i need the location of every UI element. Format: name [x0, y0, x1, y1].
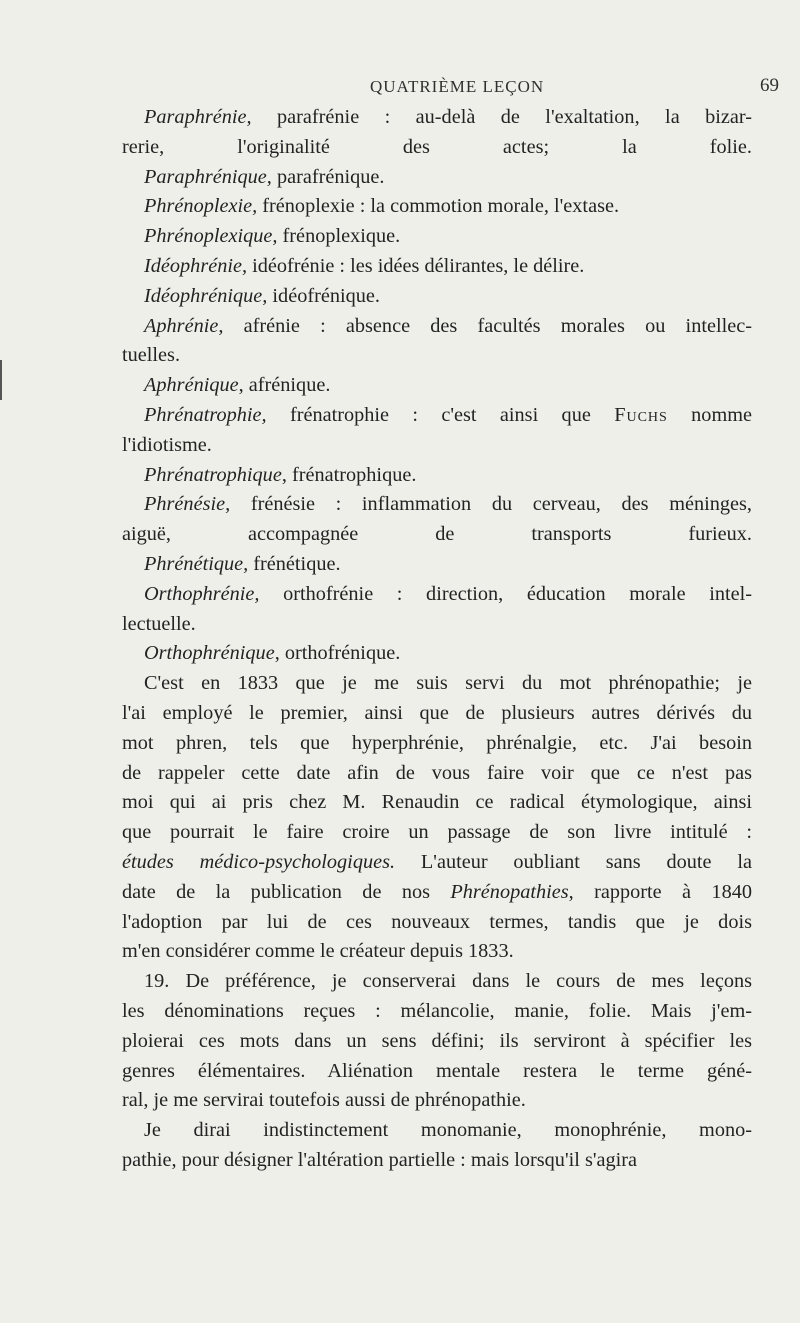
text-line [122, 341, 752, 371]
line-text: moi qui ai pris chez M. Renaudin ce radical étymologique, ainsi [122, 791, 752, 814]
book-title: études médico-psychologiques. [122, 850, 396, 873]
text-line [122, 550, 752, 580]
entry-term: Idéophrénie, [144, 254, 248, 277]
line-text: de rappeler cette date afin de vous faire voir que ce n'est pas [122, 761, 752, 784]
line-text: pathie, pour désigner l'altération partielle : mais lorsqu'il s'agira [122, 1148, 638, 1171]
running-title: QUATRIÈME LEÇON [370, 77, 545, 96]
text-line [122, 192, 752, 222]
text-line [122, 848, 752, 878]
text-line [122, 639, 752, 669]
text-line [122, 967, 752, 997]
line-text: ploierai ces mots dans un sens défini; ils serviront à spécifier les [122, 1029, 752, 1052]
line-text: l'adoption par lui de ces nouveaux termes, tandis que je dois [122, 910, 752, 933]
entry-term: Orthophrénie, [144, 582, 260, 605]
text-line [122, 997, 752, 1027]
text-line [122, 1146, 752, 1176]
text-line [122, 133, 752, 163]
entry-definition: , orthofrénique. [274, 642, 401, 665]
line-text: lectuelle. [122, 612, 196, 635]
text-line [122, 163, 752, 193]
entry-term: Aphrénique [144, 374, 239, 397]
entry-definition: frénoplexie : la commotion morale, l'extase. [257, 195, 620, 218]
entry-definition: idéofrénique. [267, 284, 380, 307]
line-text: l'idiotisme. [122, 433, 212, 456]
text-line [122, 490, 752, 520]
entry-term: Aphrénie, [144, 314, 224, 337]
text-line [122, 610, 752, 640]
line-text: aiguë, accompagnée de transports furieux. [122, 523, 752, 546]
text-line [122, 1027, 752, 1057]
text-line [122, 878, 752, 908]
entry-term: Phrénoplexie, [144, 195, 258, 218]
text-line [122, 1086, 752, 1116]
paragraph-start: 19. De préférence, je conserverai dans le cours de mes leçons [144, 970, 752, 993]
text-line [122, 520, 752, 550]
paragraph-start: C'est en 1833 que je me suis servi du mot phrénopathie; je [144, 672, 752, 695]
line-text: mot phren, tels que hyperphrénie, phrénalgie, etc. J'ai besoin [122, 731, 752, 754]
entry-definition: parafrénie : au-delà de l'exaltation, la bizar- [251, 106, 752, 128]
entry-definition: nomme [667, 403, 752, 426]
text-line [122, 669, 752, 699]
text-line [122, 729, 752, 759]
line-text: tuelles. [122, 344, 181, 367]
text-line [122, 103, 752, 133]
entry-definition: , frénatrophique. [281, 463, 417, 486]
line-text: que pourrait le faire croire un passage de son livre intitulé : [122, 821, 752, 844]
text-line [122, 580, 752, 610]
entry-term: Orthophrénique [144, 642, 275, 665]
text-line [122, 282, 752, 312]
entry-term: Idéophrénique, [144, 284, 268, 307]
line-text: les dénominations reçues : mélancolie, manie, folie. Mais j'em- [122, 999, 752, 1022]
entry-term: Paraphrénique, [144, 165, 272, 188]
text-line [122, 222, 752, 252]
entry-definition: frénatrophie : c'est ainsi que [266, 403, 615, 426]
entry-definition: parafrénique. [271, 165, 385, 188]
text-line [122, 252, 752, 282]
entry-definition: frénoplexique. [277, 225, 401, 248]
paragraph-start: Je dirai indistinctement monomanie, monophrénie, mono- [144, 1119, 752, 1142]
text-line [122, 461, 752, 491]
line-text: m'en considérer comme le créateur depuis 1833. [122, 940, 514, 963]
line-text: L'auteur oubliant sans doute la [395, 850, 752, 873]
text-line [122, 401, 752, 431]
entry-definition: frénésie : inflammation du cerveau, des méninges, [230, 493, 752, 516]
entry-term: Phrénatrophique [144, 463, 282, 486]
line-text: date de la publication de nos [122, 880, 451, 903]
entry-term: Paraphrénie, [144, 106, 252, 128]
entry-definition: frénétique. [248, 552, 341, 575]
text-line [122, 818, 752, 848]
line-text: , rapporte à 1840 [568, 880, 752, 903]
text-line [122, 1057, 752, 1087]
entry-definition: , afrénique. [238, 374, 331, 397]
author-name: Fuchs [614, 403, 668, 426]
text-line [122, 908, 752, 938]
line-text: l'ai employé le premier, ainsi que de plusieurs autres dérivés du [122, 701, 752, 724]
page-number: 69 [760, 75, 779, 96]
text-line [122, 699, 752, 729]
entry-term: Phrénésie, [144, 493, 231, 516]
entry-term: Phrénatrophie, [144, 403, 267, 426]
line-text: genres élémentaires. Aliénation mentale restera le terme géné- [122, 1059, 752, 1082]
line-text: rerie, l'originalité des actes; la folie. [122, 135, 752, 158]
text-line [122, 312, 752, 342]
text-line [122, 759, 752, 789]
entry-definition: orthofrénie : direction, éducation morale intel- [259, 582, 752, 605]
body-text [122, 103, 752, 1176]
text-line [122, 1116, 752, 1146]
book-title: Phrénopathies [450, 880, 569, 903]
text-line [122, 371, 752, 401]
entry-term: Phrénétique, [144, 552, 249, 575]
text-line [122, 431, 752, 461]
text-line [122, 937, 752, 967]
entry-term: Phrénoplexique, [144, 225, 278, 248]
entry-definition: afrénie : absence des facultés morales ou intellec- [223, 314, 752, 337]
entry-definition: idéofrénie : les idées délirantes, le délire. [247, 254, 585, 277]
margin-mark [0, 360, 2, 400]
line-text: ral, je me servirai toutefois aussi de phrénopathie. [122, 1089, 526, 1112]
text-line [122, 788, 752, 818]
